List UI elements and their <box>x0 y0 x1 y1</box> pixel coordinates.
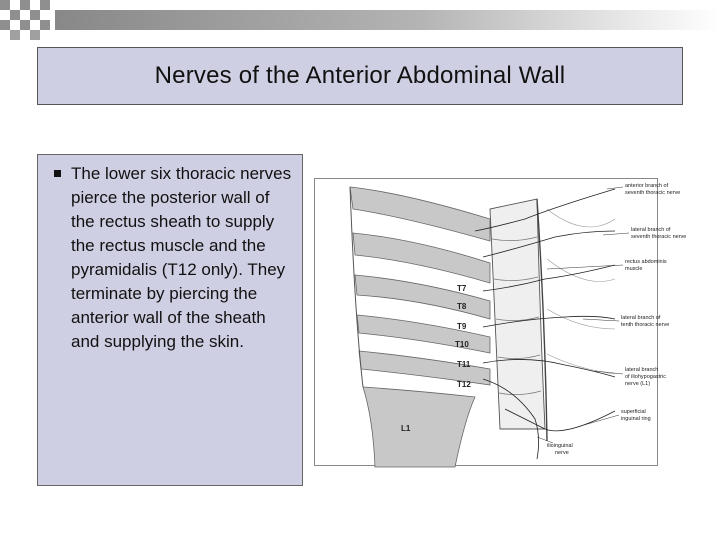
label-ilio-2: of iliohypogastric <box>625 374 666 380</box>
title-bar <box>37 47 683 105</box>
label-t8: T8 <box>457 302 467 311</box>
label-lateral-seventh-2: seventh thoracic nerve <box>631 234 687 240</box>
bullet-text: The lower six thoracic nerves pierce the posterior wall of the rectus sheath to supply the rectus muscle and the pyramidalis (T12 only). They terminate by piercing the anterior wall of the sheath and supplying the skin. <box>71 164 292 351</box>
label-ilioinguinal-1: ilioinguinal <box>547 443 573 449</box>
label-t9: T9 <box>457 322 467 331</box>
label-ilio-3: nerve (L1) <box>625 381 651 387</box>
bullet-marker <box>54 170 61 177</box>
label-ilio-1: lateral branch <box>625 367 659 373</box>
label-superficial-2: inguinal ring <box>621 416 651 422</box>
label-ilioinguinal-2: nerve <box>555 450 569 456</box>
dermatome-bands <box>350 187 490 467</box>
anatomy-figure <box>314 178 687 466</box>
label-superficial-1: superficial <box>621 409 646 415</box>
content-panel <box>37 154 303 486</box>
label-lateral-tenth-1: lateral branch of <box>621 315 661 321</box>
label-lateral-tenth-2: tenth thoracic nerve <box>621 322 670 328</box>
label-l1: L1 <box>401 424 411 433</box>
rectus-muscle <box>490 199 615 441</box>
slide-title: Nerves of the Anterior Abdominal Wall <box>154 62 566 89</box>
label-t7: T7 <box>457 284 467 293</box>
label-t12: T12 <box>457 380 471 389</box>
label-anterior-branch-2: seventh thoracic nerve <box>625 190 681 196</box>
label-t10: T10 <box>455 340 469 349</box>
label-t11: T11 <box>457 360 471 369</box>
checker-decoration <box>0 0 720 46</box>
label-lateral-seventh-1: lateral branch of <box>631 227 671 233</box>
label-rectus-2: muscle <box>625 266 643 272</box>
abdominal-wall-diagram <box>315 179 687 467</box>
label-rectus-1: rectus abdominis <box>625 259 667 265</box>
label-anterior-branch-1: anterior branch of <box>625 183 669 189</box>
leader-lines <box>537 187 629 443</box>
